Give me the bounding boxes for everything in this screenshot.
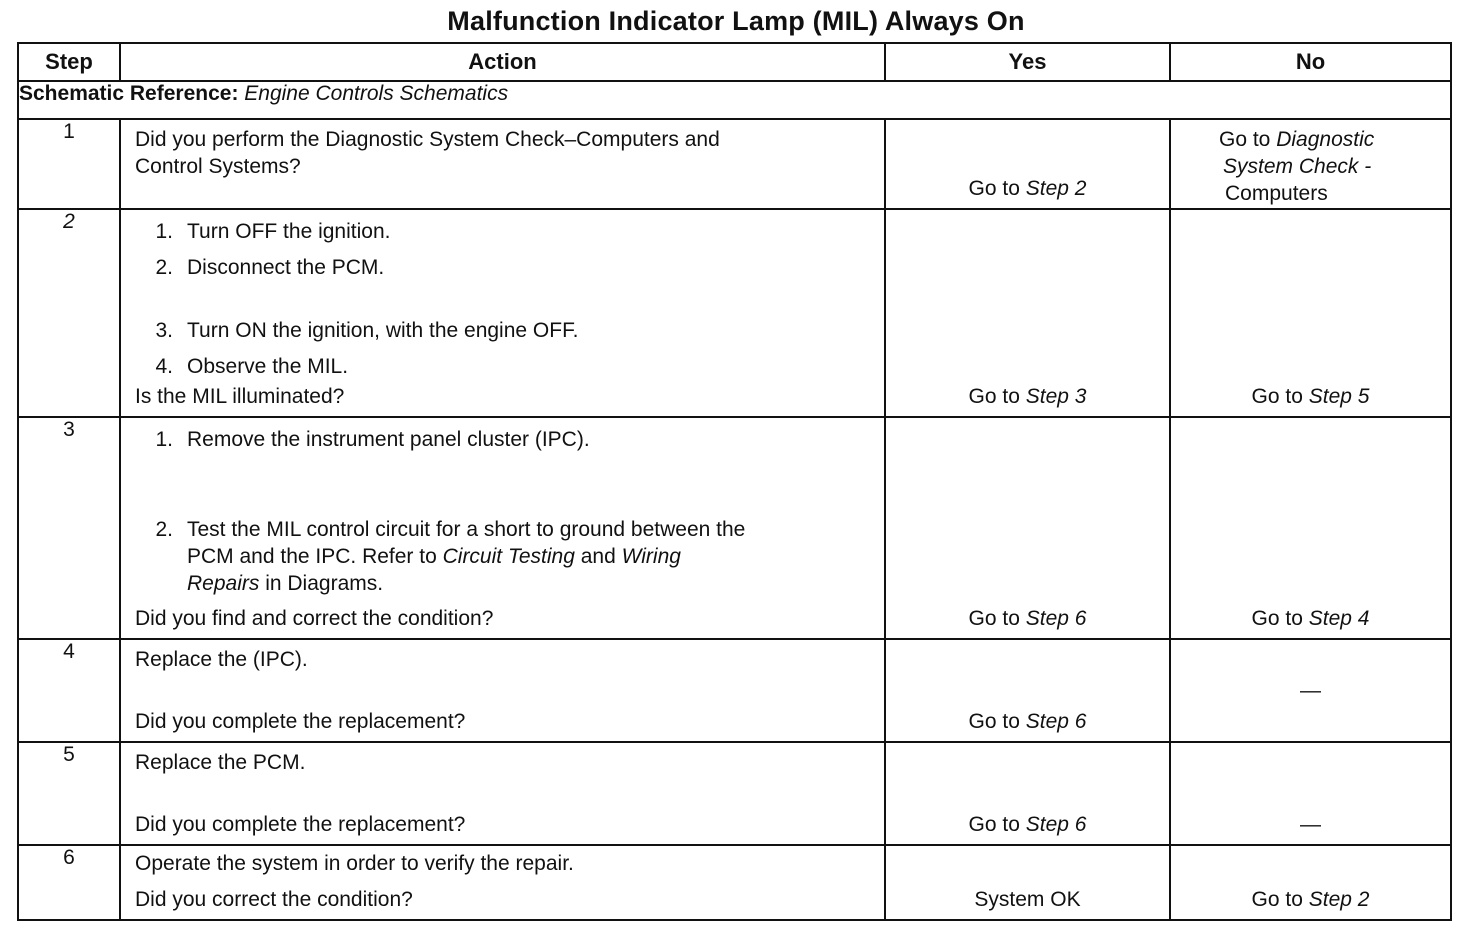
- action-cell: [120, 742, 885, 845]
- action-cell: [120, 845, 885, 920]
- list-item: 2. Test the MIL control circuit for a short to ground between the PCM and the IPC. Refer to Circuit Testing and Wiring Repairs in Diagrams.: [155, 518, 746, 595]
- action-cell: [120, 209, 885, 417]
- action-steps: [135, 218, 874, 380]
- action-text: Control Systems?: [135, 155, 301, 178]
- yes-cell: [885, 845, 1170, 920]
- yes-result: Go to Step 6: [968, 710, 1087, 733]
- header-no: No: [1170, 43, 1451, 81]
- page-title: Malfunction Indicator Lamp (MIL) Always On: [447, 6, 1025, 36]
- header-step: Step: [18, 43, 120, 81]
- header-action: Action: [120, 43, 885, 81]
- action-text: Did you perform the Diagnostic System Check–Computers and: [135, 128, 720, 151]
- action-question: Is the MIL illuminated?: [135, 385, 345, 408]
- action-question: Did you complete the replacement?: [135, 813, 466, 836]
- table-row: [18, 845, 1451, 920]
- step-number: 1: [18, 119, 120, 209]
- step-number: 4: [18, 639, 120, 742]
- action-question: Did you find and correct the condition?: [135, 607, 494, 630]
- no-cell: [1170, 845, 1451, 920]
- action-steps: [135, 426, 874, 597]
- schematic-reference: [18, 81, 1451, 119]
- action-text: Replace the (IPC).: [135, 648, 308, 671]
- header-row: [18, 43, 1451, 81]
- yes-cell: [885, 417, 1170, 639]
- no-result: —: [1300, 678, 1321, 702]
- yes-cell: [885, 209, 1170, 417]
- yes-cell: [885, 639, 1170, 742]
- header-yes: Yes: [885, 43, 1170, 81]
- table-row: [18, 209, 1451, 417]
- no-result: Go to Step 2: [1251, 888, 1370, 911]
- yes-result: Go to Step 3: [968, 385, 1087, 408]
- list-item: 3. Turn ON the ignition, with the engine OFF.: [155, 319, 579, 342]
- yes-result: System OK: [974, 888, 1081, 911]
- table-row: [18, 742, 1451, 845]
- action-text: Replace the PCM.: [135, 751, 306, 774]
- step-number: 2: [18, 209, 120, 417]
- no-result: Go to Step 5: [1251, 385, 1370, 408]
- list-item: 4. Observe the MIL.: [155, 355, 349, 378]
- schematic-reference-row: [18, 81, 1451, 119]
- no-result: Go to Step 4: [1251, 607, 1370, 630]
- no-result: Go to Diagnostic System Check - Computers: [1219, 128, 1375, 205]
- yes-cell: [885, 119, 1170, 209]
- action-question: Did you complete the replacement?: [135, 710, 466, 733]
- yes-result: Go to Step 2: [968, 177, 1087, 200]
- no-result: —: [1300, 813, 1321, 836]
- list-item: 1. Remove the instrument panel cluster (IPC).: [155, 428, 590, 451]
- no-cell: [1170, 417, 1451, 639]
- step-number: 6: [18, 845, 120, 920]
- step-number: 3: [18, 417, 120, 639]
- action-text: Operate the system in order to verify the repair.: [135, 852, 574, 875]
- list-item: 1. Turn OFF the ignition.: [155, 220, 391, 243]
- schematic-label: Schematic Reference:: [19, 82, 239, 105]
- action-cell: [120, 119, 885, 209]
- yes-result: Go to Step 6: [968, 607, 1087, 630]
- step-number: 5: [18, 742, 120, 845]
- action-cell: [120, 639, 885, 742]
- no-cell: [1170, 119, 1451, 209]
- no-cell: [1170, 639, 1451, 742]
- action-question: Did you correct the condition?: [135, 888, 413, 911]
- yes-cell: [885, 742, 1170, 845]
- list-item: 2. Disconnect the PCM.: [155, 256, 385, 279]
- table-row: [18, 119, 1451, 209]
- action-cell: [120, 417, 885, 639]
- no-cell: [1170, 742, 1451, 845]
- table-row: [18, 417, 1451, 639]
- table-row: [18, 639, 1451, 742]
- schematic-link: Engine Controls Schematics: [244, 82, 509, 105]
- no-cell: [1170, 209, 1451, 417]
- yes-result: Go to Step 6: [968, 813, 1087, 836]
- diagnostic-table: [17, 42, 1452, 921]
